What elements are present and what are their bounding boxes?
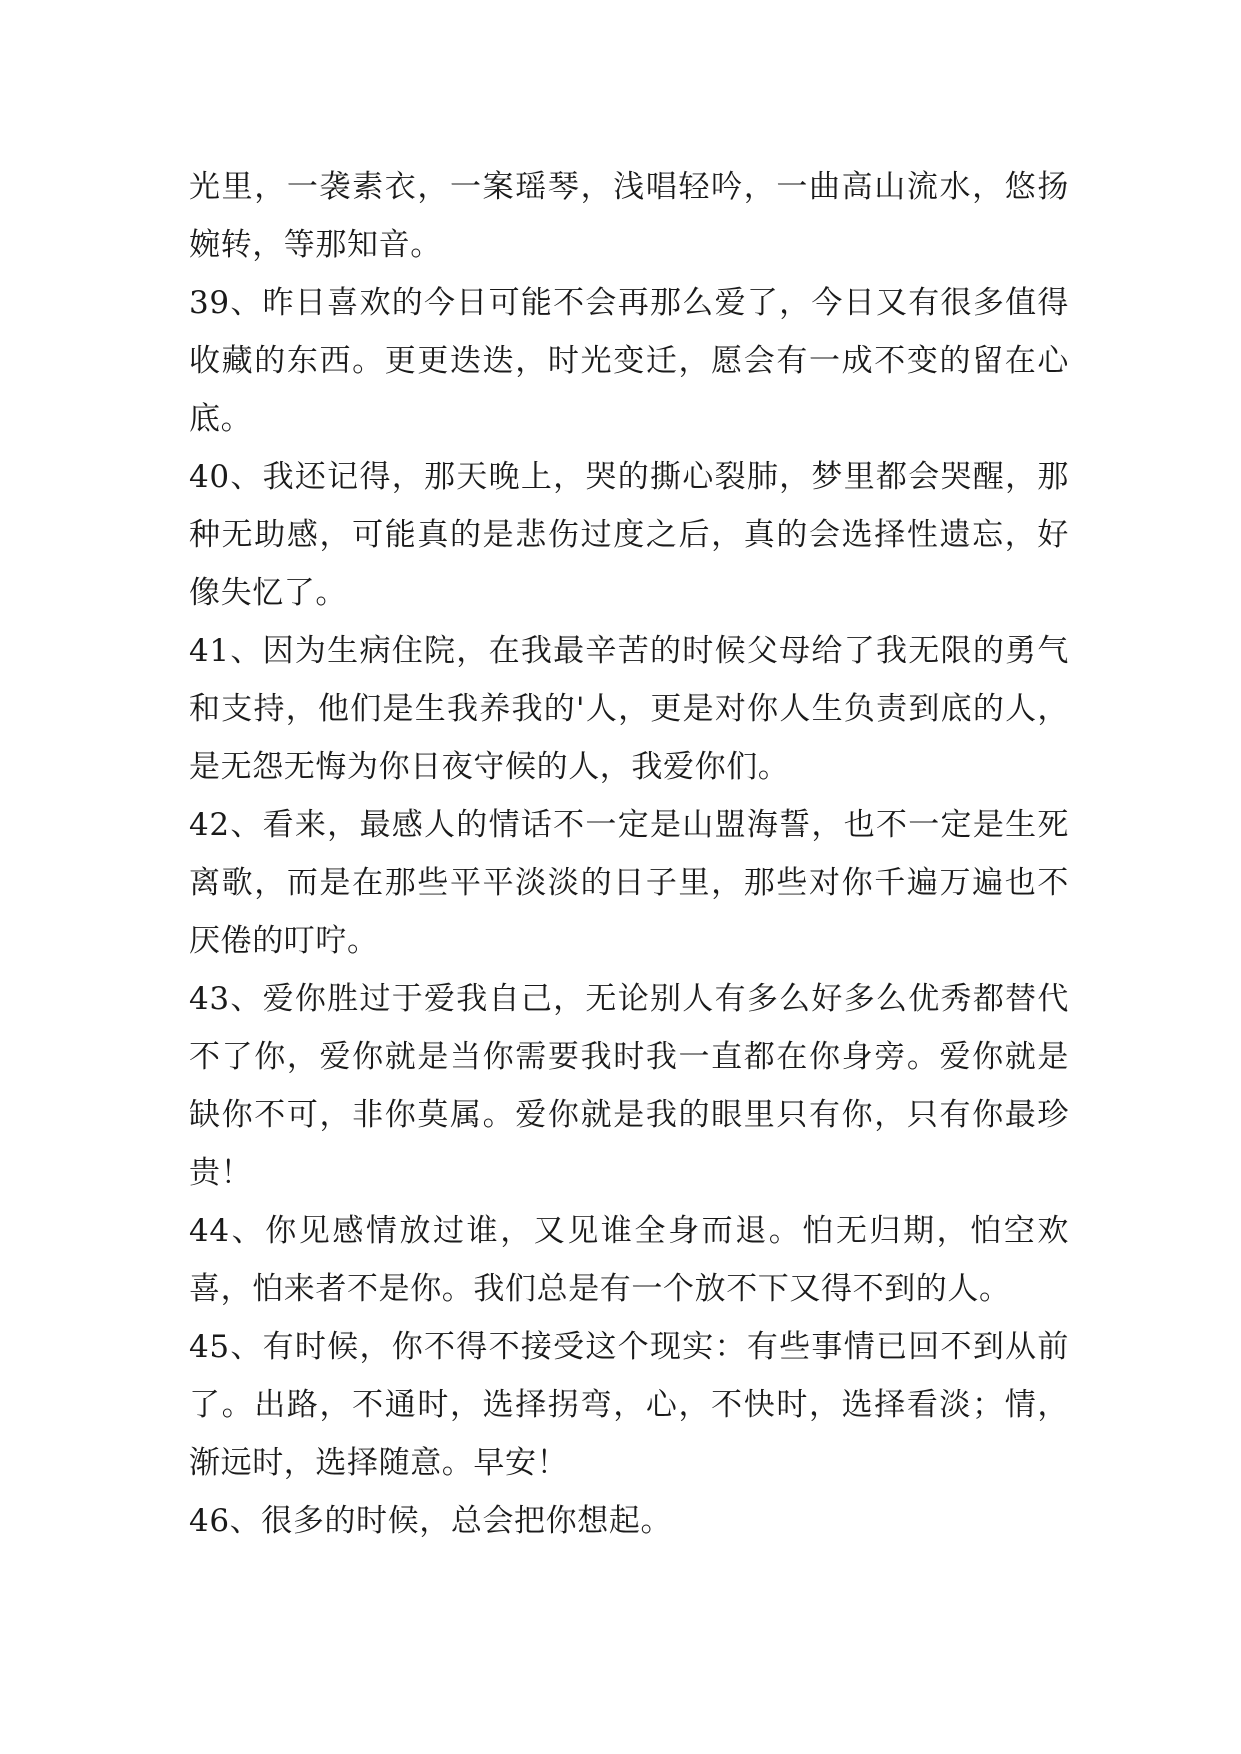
paragraph-39: 39、昨日喜欢的今日可能不会再那么爱了，今日又有很多值得收藏的东西。更更迭迭，时光变迁，愿会有一成不变的留在心底。 [189,285,1069,437]
paragraph-continuation: 光里，一袭素衣，一案瑶琴，浅唱轻吟，一曲高山流水，悠扬婉转，等那知音。 [189,169,1069,263]
paragraph-41: 41、因为生病住院，在我最辛苦的时候父母给了我无限的勇气和支持，他们是生我养我的'人，更是对你人生负责到底的人，是无怨无悔为你日夜守候的人，我爱你们。 [189,633,1069,785]
paragraph-43: 43、爱你胜过于爱我自己，无论别人有多么好多么优秀都替代不了你，爱你就是当你需要我时我一直都在你身旁。爱你就是缺你不可，非你莫属。爱你就是我的眼里只有你，只有你最珍贵！ [189,981,1069,1191]
paragraph-45: 45、有时候，你不得不接受这个现实：有些事情已回不到从前了。出路，不通时，选择拐弯，心，不快时，选择看淡；情，渐远时，选择随意。早安！ [189,1329,1069,1481]
body-text [189,158,1069,1550]
paragraph-46: 46、很多的时候，总会把你想起。 [189,1503,673,1539]
paragraph-42: 42、看来，最感人的情话不一定是山盟海誓，也不一定是生死离歌，而是在那些平平淡淡的日子里，那些对你千遍万遍也不厌倦的叮咛。 [189,807,1069,959]
paragraph-44: 44、你见感情放过谁，又见谁全身而退。怕无归期，怕空欢喜，怕来者不是你。我们总是有一个放不下又得不到的人。 [189,1213,1069,1307]
paragraph-40: 40、我还记得，那天晚上，哭的撕心裂肺，梦里都会哭醒，那种无助感，可能真的是悲伤过度之后，真的会选择性遗忘，好像失忆了。 [189,459,1069,611]
